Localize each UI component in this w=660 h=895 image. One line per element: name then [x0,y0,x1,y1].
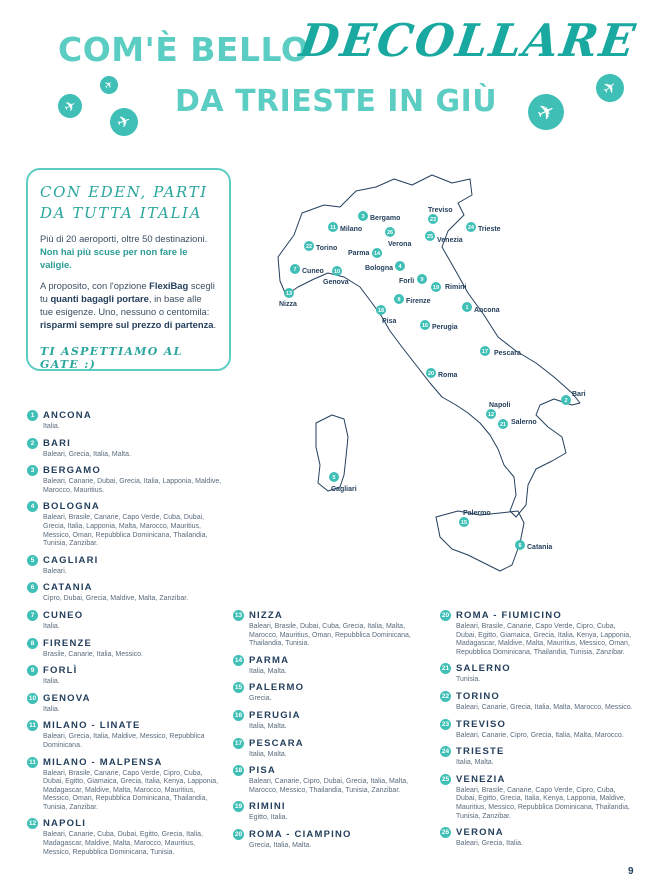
map-marker [394,294,431,305]
airport-number-badge: 20 [441,612,450,619]
airport-name: TREVISO [456,718,507,730]
airport-number-badge: 3 [27,465,38,476]
svg-text:9: 9 [420,277,424,283]
airport-number-badge: 7 [27,610,38,621]
airport-number-badge: 14 [234,656,243,664]
airport-name: ROMA - CIAMPINO [249,828,352,840]
airport-destinations: Italia, Malta. [249,722,287,730]
airplane-icon: ✈ [106,104,142,140]
svg-text:Roma: Roma [438,372,458,379]
svg-text:Pisa: Pisa [382,318,397,325]
airport-number-badge: 24 [441,748,450,756]
map-marker [426,368,458,379]
airport-destinations: Baleari, Grecia, Italia. [456,840,523,848]
svg-text:Perugia: Perugia [432,324,458,331]
airport-destinations: Italia, Malta. [456,759,494,767]
svg-text:26: 26 [386,230,394,236]
airport-destinations: Grecia, Italia, Malta. [249,841,312,849]
airport-entry [27,720,223,750]
italy-mainland-outline [278,175,580,517]
map-marker [304,241,337,252]
airport-entry [233,610,429,649]
airport-entry [27,638,223,660]
svg-text:14: 14 [373,251,381,257]
svg-text:Milano: Milano [340,226,363,233]
airport-name: NIZZA [249,610,283,621]
airport-name: FIRENZE [43,637,93,649]
map-marker [431,282,466,292]
airport-destinations: Tunisia. [456,676,481,684]
title-script: DECOLLARE [296,14,640,67]
airport-name: PERUGIA [249,709,301,721]
airport-number-badge: 16 [234,711,243,719]
map-marker [515,540,552,551]
info-text-strong: quanti bagagli portare [50,293,149,304]
svg-text:Cagliari: Cagliari [331,486,357,493]
map-marker [486,402,510,419]
airport-destinations: Egitto, Italia. [249,814,288,822]
map-marker [348,248,382,258]
svg-text:Catania: Catania [527,544,553,551]
flexibag-label: FlexiBag [149,280,189,291]
svg-text:16: 16 [421,323,429,329]
svg-text:4: 4 [398,264,402,270]
svg-text:Trieste: Trieste [478,226,501,233]
airport-entry [233,829,429,851]
svg-text:18: 18 [377,308,385,314]
map-marker [459,510,491,527]
airport-number-badge: 2 [27,438,38,449]
svg-text:13: 13 [285,291,293,297]
svg-text:17: 17 [481,349,489,355]
airport-destinations: Baleari, Canarie, Cipro, Grecia, Italia, Malta, Marocco. [456,731,624,739]
airport-entry [233,682,429,704]
svg-text:15: 15 [460,520,468,526]
info-text-highlight: Non hai più scuse per non fare le valigie. [40,246,188,270]
page-header [0,0,660,160]
svg-text:Parma: Parma [348,250,370,257]
airport-name: PISA [249,765,276,777]
airport-number-badge: 6 [27,582,38,593]
airport-list-column-3 [440,610,636,855]
airport-destinations: Brasile, Canarie, Italia, Messico. [43,650,143,658]
airport-number-badge: 25 [441,775,450,783]
svg-text:22: 22 [305,244,313,250]
airport-name: TRIESTE [456,746,505,758]
airport-destinations: Italia. [43,622,60,630]
airport-entry [27,757,223,813]
map-marker [290,264,324,275]
svg-text:Bergamo: Bergamo [370,215,401,222]
info-text: A proposito, con l'opzione [40,280,147,291]
airport-name: BARI [43,437,72,449]
airport-number-badge: 19 [234,803,243,811]
map-marker [425,231,463,244]
svg-text:Nizza: Nizza [279,301,297,308]
airport-number-badge: 11 [27,757,38,768]
info-paragraph-1 [40,232,217,271]
airport-name: TORINO [456,690,500,702]
airport-destinations: Baleari, Brasile, Dubai, Cuba, Grecia, Italia, Malta, Marocco, Mauritius, Oman, Repubblica Dominicana, Thailandia, Tunisia. [249,623,411,648]
airport-number-badge: 11 [27,720,38,731]
airport-destinations: Baleari, Grecia, Italia, Malta. [43,450,131,458]
svg-text:20: 20 [427,371,435,377]
airport-destinations: Baleari, Brasile, Canarie, Capo Verde, Cipro, Cuba, Dubai, Egitto, Giamaica, Grecia, Italia, Kenya, Lapponia, Madagascar, Maldive, Malta, Marocco, Mauritius, Messico, Oman, Repubblica Dominicana, Thailandia, Tunisia, Zanzibar. [43,769,219,811]
airport-list-column-1 [27,410,223,863]
svg-text:10: 10 [333,269,341,275]
map-marker [480,346,521,357]
svg-text:Pescara: Pescara [494,350,521,357]
airport-list-column-2 [233,610,429,857]
airport-name: MILANO - LINATE [43,720,141,732]
airport-entry [27,818,223,857]
info-box [26,168,231,371]
airport-number-badge: 12 [28,820,37,828]
map-marker [376,305,397,325]
airport-entry [27,582,223,604]
airport-number-badge: 10 [28,694,37,702]
airport-name: CATANIA [43,582,93,594]
airport-number-badge: 20 [234,830,243,838]
map-marker [428,207,453,224]
airport-destinations: Baleari, Brasile, Canarie, Capo Verde, Cuba, Dubai, Grecia, Italia, Lapponia, Malta, Marocco, Mauritius, Messico, Oman, Repubblica Dominicana, Thailandia, Tunisia, Zanzibar. [43,514,208,548]
airport-entry [233,765,429,795]
airport-number-badge: 21 [441,665,450,673]
airport-destinations: Italia, Malta. [249,750,287,758]
page-number: 9 [628,866,634,877]
info-text: Più di 20 aeroporti, oltre 50 destinazioni. [40,233,208,244]
map-marker [498,419,537,429]
airplane-icon: ✈ [96,72,121,97]
info-text: scegli tu [40,280,215,304]
airport-name: NAPOLI [43,818,87,830]
svg-text:Salerno: Salerno [511,419,537,426]
svg-text:7: 7 [293,267,297,273]
svg-text:24: 24 [467,225,475,231]
svg-text:Torino: Torino [316,245,338,252]
info-box-heading: CON EDEN, PARTI DA TUTTA ITALIA [40,183,208,222]
airport-number-badge: 15 [234,684,243,692]
svg-text:3: 3 [361,214,365,220]
svg-text:23: 23 [429,217,437,223]
airport-entry [440,774,636,821]
airport-name: FORLÌ [43,665,78,677]
svg-text:2: 2 [564,398,568,404]
info-text-strong: risparmi sempre sul prezzo di partenza [40,319,214,330]
svg-text:Bologna: Bologna [365,265,393,272]
airport-destinations: Baleari, Brasile, Canarie, Capo Verde, Cipro, Cuba, Dubai, Egitto, Grecia, Italia, Kenya, Lapponia, Maldive, Mauritius, Messico, Repubblica Dominicana, Thailandia, Tunisia, Zanzibar. [456,786,630,820]
svg-text:12: 12 [487,412,495,418]
airport-name: PARMA [249,654,290,666]
airport-number-badge: 23 [441,720,450,728]
info-text: . [213,319,217,330]
svg-text:Verona: Verona [388,241,412,248]
airport-entry [440,610,636,657]
map-marker [358,211,400,222]
airport-destinations: Baleari, Canarie, Cuba, Dubai, Egitto, Grecia, Italia, Madagascar, Maldive, Malta, Marocco, Mauritius, Messico, Repubblica Dominicana, Tunisia. [43,831,203,856]
airport-name: GENOVA [43,692,91,704]
svg-text:11: 11 [330,225,336,231]
airport-entry [27,610,223,632]
airport-entry [233,801,429,823]
airport-destinations: Cipro, Dubai, Grecia, Maldive, Malta, Zanzibar. [43,595,189,603]
airport-entry [233,738,429,760]
info-paragraph-2 [40,279,217,331]
airport-entry [440,663,636,685]
airplane-icon: ✈ [54,90,87,123]
map-marker [385,227,411,248]
map-marker [462,302,500,314]
svg-text:Cuneo: Cuneo [302,268,324,275]
airport-name: CUNEO [43,609,84,621]
airport-entry [27,501,223,548]
airport-number-badge: 26 [441,829,450,837]
map-marker [365,261,405,272]
airport-number-badge: 17 [234,739,243,747]
svg-text:Forlì: Forlì [399,278,415,285]
italy-map [236,165,636,585]
airport-name: VENEZIA [456,773,506,785]
sicily-outline [436,511,524,571]
airport-entry [27,665,223,687]
airport-number-badge: 4 [27,501,38,512]
airport-name: BERGAMO [43,465,102,477]
airport-entry [27,410,223,432]
map-marker [399,274,427,285]
airport-number-badge: 9 [27,665,38,676]
airport-name: PALERMO [249,682,305,694]
airport-name: CAGLIARI [43,554,99,566]
airport-destinations: Baleari, Canarie, Dubai, Grecia, Italia, Lapponia, Maldive, Marocco, Mauritius. [43,478,222,494]
svg-text:Venezia: Venezia [437,237,463,244]
title-prefix: COM'È BELLO [58,30,310,69]
svg-text:Palermo: Palermo [463,510,491,517]
svg-text:8: 8 [397,297,401,303]
svg-text:Ancona: Ancona [474,307,500,314]
airport-destinations: Italia. [43,705,60,713]
map-marker [323,266,349,286]
airport-number-badge: 18 [234,767,243,775]
svg-text:5: 5 [332,475,336,481]
airport-entry [440,827,636,849]
airport-name: BOLOGNA [43,501,100,513]
svg-text:19: 19 [432,285,440,291]
airport-destinations: Baleari, Grecia, Italia, Maldive, Messico, Repubblica Dominicana. [43,733,205,749]
svg-text:Rimini: Rimini [445,284,467,291]
airport-number-badge: 1 [27,410,38,421]
info-box-footer: TI ASPETTIAMO AL GATE :) [40,345,183,371]
airport-number-badge: 5 [27,555,38,566]
airport-entry [27,693,223,715]
airport-entry [27,438,223,460]
airport-destinations: Grecia. [249,695,272,703]
airport-name: SALERNO [456,663,511,675]
airplane-icon: ✈ [590,68,629,107]
svg-text:Genova: Genova [323,279,349,286]
map-markers [279,207,586,551]
airport-destinations: Baleari, Canarie, Grecia, Italia, Malta, Marocco, Messico. [456,703,633,711]
svg-text:6: 6 [518,543,522,549]
info-text: , in base alle tue esigenze. Uno, nessuno o centomila: [40,293,210,317]
airport-name: RIMINI [249,801,286,813]
airport-entry [440,719,636,741]
airport-destinations: Baleari. [43,567,67,575]
map-marker [466,222,501,233]
airport-entry [233,655,429,677]
airport-number-badge: 8 [27,638,38,649]
svg-text:Bari: Bari [572,391,586,398]
title-line2: DA TRIESTE IN GIÙ [175,84,498,119]
svg-text:Treviso: Treviso [428,207,453,214]
airport-entry [440,691,636,713]
map-marker [420,320,458,331]
airport-name: ANCONA [43,410,92,421]
airport-entry [233,710,429,732]
map-marker [328,222,362,233]
airport-name: MILANO - MALPENSA [43,756,163,768]
map-marker [279,288,297,308]
airport-entry [27,465,223,495]
airport-name: PESCARA [249,737,304,749]
airport-number-badge: 13 [234,612,243,619]
airport-destinations: Baleari, Brasile, Canarie, Capo Verde, Cipro, Cuba, Dubai, Egitto, Giamaica, Grecia, Italia, Kenya, Lapponia, Madagascar, Maldive, Malta, Mauritius, Messico, Oman, Repubblica Dominicana, Thailandia, Tunisia, Zanzibar. [456,623,632,656]
svg-text:21: 21 [499,422,507,428]
airport-entry [440,746,636,768]
airport-number-badge: 22 [441,692,450,700]
svg-text:25: 25 [426,234,434,240]
airport-destinations: Italia, Malta. [249,667,287,675]
airplane-icon: ✈ [522,88,570,136]
airport-destinations: Baleari, Canarie, Cipro, Dubai, Grecia, Italia, Malta, Marocco, Messico, Thailandia, Tunisia, Zanzibar. [249,778,409,794]
svg-text:Firenze: Firenze [406,298,431,305]
map-marker [329,472,357,493]
airport-destinations: Italia. [43,423,60,430]
airport-name: ROMA - FIUMICINO [456,610,562,621]
airport-name: VERONA [456,827,504,839]
svg-text:Napoli: Napoli [489,402,511,409]
airport-entry [27,555,223,577]
map-marker [561,391,586,405]
airport-destinations: Italia. [43,678,60,686]
svg-text:1: 1 [465,305,469,311]
